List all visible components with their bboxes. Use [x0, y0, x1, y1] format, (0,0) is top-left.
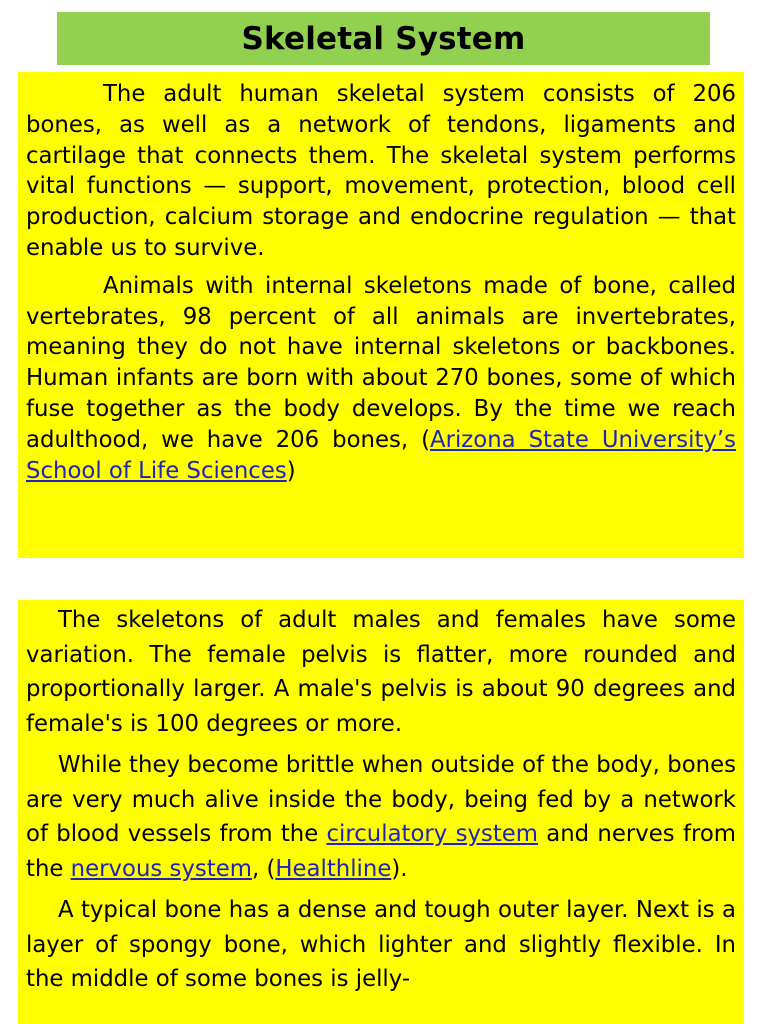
paragraph-text: and nerves from the [26, 821, 736, 882]
link-circulatory-system[interactable]: circulatory system [326, 821, 538, 847]
content-box-bottom [18, 600, 744, 1024]
title-banner [57, 12, 710, 65]
link-nervous-system[interactable]: nervous system [70, 855, 252, 882]
link-healthline[interactable]: Healthline [275, 855, 392, 882]
link-arizona-state-university[interactable]: Arizona State University’s School of Life Sciences [26, 426, 736, 484]
paragraph-text: Animals with internal skeletons made of bone, called vertebrates, 98 percent of all animals are invertebrates, meaning they do not have internal skeletons or backbones. Human infants are born with about 270 bones, some of which fuse together as the body develops. By the time we reach adulthood, we have 206 bones, ( [26, 272, 736, 453]
paragraph-bones-alive [26, 748, 736, 886]
paragraph-text-end: ) [286, 457, 296, 484]
paragraph-text: , ( [251, 855, 276, 882]
paragraph-text: While they become brittle when outside of the body, bones are very much alive inside the body, being fed by a network of blood vessels from the [26, 752, 736, 847]
paragraph-skeletal-overview: The adult human skeletal system consists of 206 bones, as well as a network of tendons, ligaments and cartilage that connects them. The skeletal system performs vital functions — support, movement, protection, blood cell production, calcium storage and endocrine regulation — that enable us to survive. [26, 81, 736, 261]
paragraph-vertebrates [26, 271, 736, 487]
page-title: Skeletal System [241, 20, 526, 57]
paragraph-text: ). [391, 855, 408, 882]
content-box-top [18, 72, 744, 558]
paragraph-bone-layers: A typical bone has a dense and tough outer layer. Next is a layer of spongy bone, which lighter and slightly flexible. In the middle of some bones is jelly- [26, 897, 736, 992]
paragraph-male-female-variation: The skeletons of adult males and females have some variation. The female pelvis is flatter, more rounded and proportionally larger. A male's pelvis is about 90 degrees and female's is 100 degrees or more. [26, 607, 736, 737]
